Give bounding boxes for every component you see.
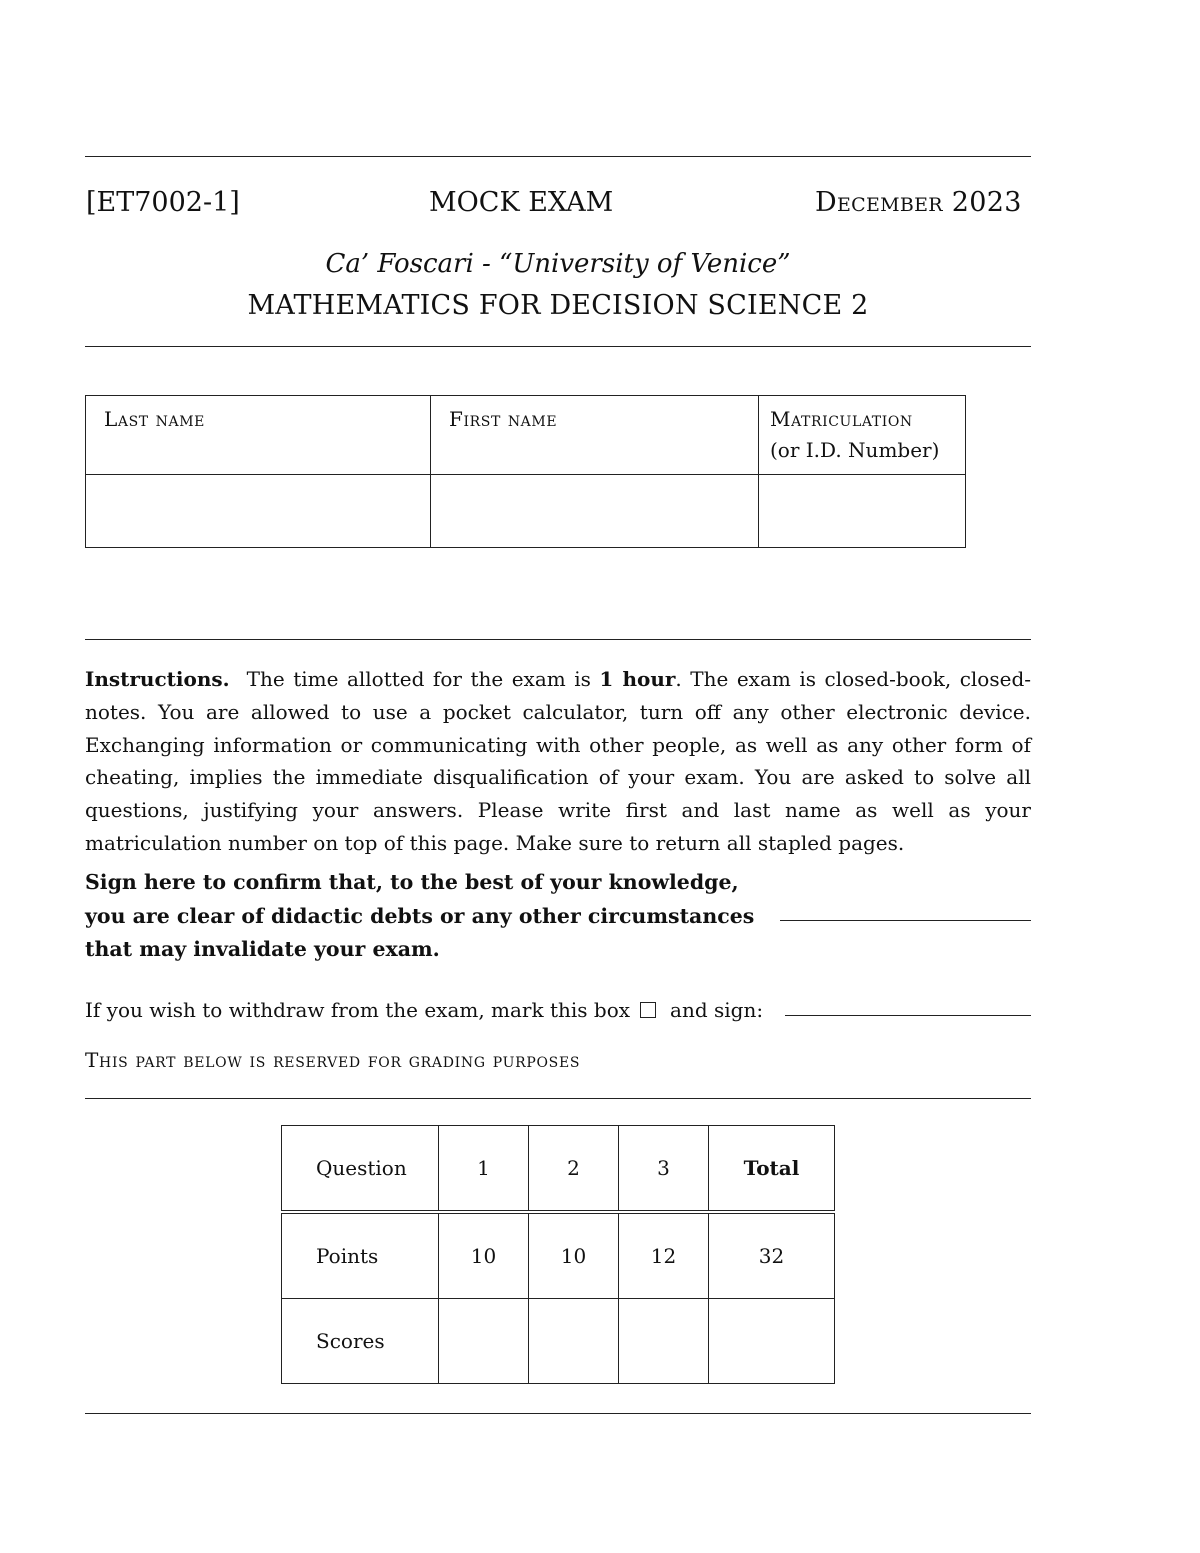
bottom-rule	[85, 1413, 1031, 1414]
question-1-score[interactable]	[439, 1299, 529, 1384]
last-name-field[interactable]	[86, 475, 431, 548]
instructions-text-rest: . The exam is closed-book, closed-notes. You are allowed to use a pocket calculator, turn off any other electronic device. Exchanging information or communicating with other people, as well as any other form of cheating, implies the immediate disqualification of your exam. You are asked to solve all questions, justifying your answers. Please write first and last name as well as your matriculation number on top of this page. Make sure to return all stapled pages.	[85, 667, 1032, 855]
grading-question-row	[282, 1126, 835, 1213]
withdraw-text: If you wish to withdraw from the exam, mark this box	[85, 998, 631, 1022]
instructions-heading: Instructions.	[85, 667, 230, 691]
first-name-header	[431, 396, 759, 475]
exam-duration: 1 hour	[599, 667, 676, 691]
confirmation-statement	[85, 866, 754, 967]
question-3-score[interactable]	[619, 1299, 709, 1384]
top-rule	[85, 156, 1031, 157]
question-2-points: 10	[529, 1212, 619, 1299]
total-points: 32	[709, 1212, 835, 1299]
confirmation-line-1: Sign here to confirm that, to the best of your knowledge,	[85, 870, 739, 894]
instructions-paragraph	[85, 663, 1031, 860]
course-code: [ET7002-1]	[86, 187, 240, 218]
grading-points-row	[282, 1212, 835, 1299]
question-2-header: 2	[529, 1126, 619, 1213]
instructions-top-rule	[85, 639, 1031, 640]
grading-scores-row	[282, 1299, 835, 1384]
grading-top-rule	[85, 1098, 1031, 1099]
first-name-field[interactable]	[431, 475, 759, 548]
question-1-header: 1	[439, 1126, 529, 1213]
total-header: Total	[709, 1126, 835, 1213]
confirmation-line-2: you are clear of didactic debts or any other circumstances	[85, 903, 755, 928]
question-2-score[interactable]	[529, 1299, 619, 1384]
question-3-header: 3	[619, 1126, 709, 1213]
exam-type: MOCK EXAM	[429, 187, 614, 218]
institution-name: Ca’ Foscari - “University of Venice”	[325, 249, 791, 279]
matriculation-label: Matriculation	[770, 407, 913, 431]
first-name-label: First name	[449, 407, 558, 431]
instructions-text-start: The time allotted for the exam is	[246, 667, 591, 691]
exam-date: December 2023	[815, 187, 1022, 218]
withdraw-checkbox[interactable]	[640, 1002, 656, 1018]
question-3-points: 12	[619, 1212, 709, 1299]
withdraw-signature-line[interactable]	[785, 1015, 1031, 1016]
question-row-label: Question	[282, 1126, 439, 1213]
matriculation-header	[759, 396, 966, 475]
course-title: MATHEMATICS FOR DECISION SCIENCE 2	[247, 290, 869, 321]
header-bottom-rule	[85, 346, 1031, 347]
withdraw-statement	[85, 995, 763, 1025]
total-score[interactable]	[709, 1299, 835, 1384]
matriculation-field[interactable]	[759, 475, 966, 548]
points-row-label: Points	[282, 1212, 439, 1299]
matriculation-sublabel: (or I.D. Number)	[770, 438, 940, 462]
withdraw-sign-text: and sign:	[670, 998, 764, 1022]
grading-table	[281, 1125, 835, 1384]
confirmation-signature-line[interactable]	[780, 920, 1031, 921]
confirmation-line-3: that may invalidate your exam.	[85, 937, 440, 961]
question-1-points: 10	[439, 1212, 529, 1299]
scores-row-label: Scores	[282, 1299, 439, 1384]
last-name-header	[86, 396, 431, 475]
grading-reserved-note: This part below is reserved for grading purposes	[85, 1048, 581, 1072]
student-id-table	[85, 395, 966, 548]
last-name-label: Last name	[104, 407, 205, 431]
